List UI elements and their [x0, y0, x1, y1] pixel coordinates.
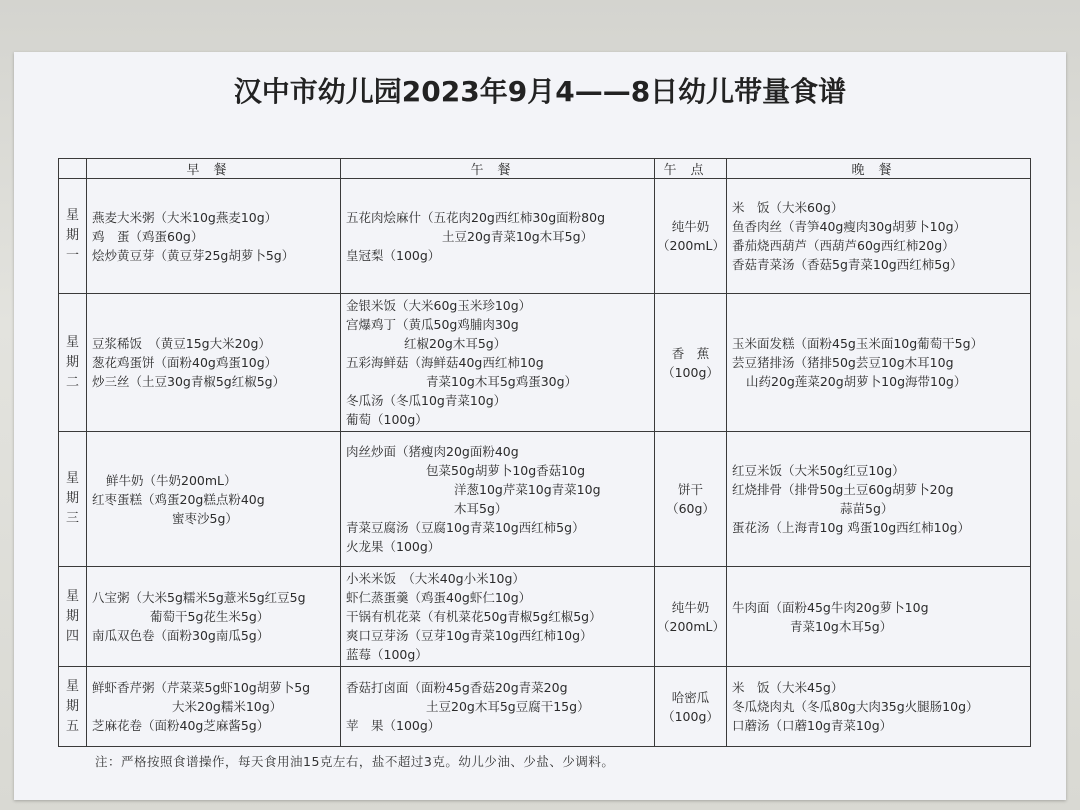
lunch-cell: 香菇打卤面（面粉45g香菇20g青菜20g 土豆20g木耳5g豆腐干15g） 苹 果（100g） — [341, 667, 655, 747]
dinner-cell: 米 饭（大米45g） 冬瓜烧肉丸（冬瓜80g大肉35g火腿肠10g） 口蘑汤（口蘑10g青菜10g） — [727, 667, 1031, 747]
dinner-cell: 牛肉面（面粉45g牛肉20g萝卜10g 青菜10g木耳5g） — [727, 567, 1031, 667]
day-row-thursday — [59, 567, 1031, 667]
footnote: 注：严格按照食谱操作，每天食用油15克左右，盐不超过3克。幼儿少油、少盐、少调料。 — [95, 754, 615, 769]
lunch-cell: 金银米饭（大米60g玉米珍10g） 宫爆鸡丁（黄瓜50g鸡脯肉30g 红椒20g木耳5g） 五彩海鲜菇（海鲜菇40g西红柿10g 青菜10g木耳5g鸡蛋30g） 冬瓜汤（冬瓜10g青菜10g） 葡萄（100g） — [341, 294, 655, 432]
header-snack: 午点 — [655, 159, 727, 179]
breakfast-cell: 鲜牛奶（牛奶200mL） 红枣蛋糕（鸡蛋20g糕点粉40g 蜜枣沙5g） — [87, 432, 341, 567]
snack-cell: 饼干 （60g） — [655, 432, 727, 567]
day-row-tuesday — [59, 294, 1031, 432]
day-label: 星 期 三 — [59, 432, 87, 567]
table-header-row — [59, 159, 1031, 179]
breakfast-cell: 豆浆稀饭 （黄豆15g大米20g） 葱花鸡蛋饼（面粉40g鸡蛋10g） 炒三丝（土豆30g青椒5g红椒5g） — [87, 294, 341, 432]
day-row-wednesday — [59, 432, 1031, 567]
day-label: 星 期 五 — [59, 667, 87, 747]
snack-cell: 纯牛奶 （200mL） — [655, 179, 727, 294]
meal-table — [58, 158, 1031, 747]
lunch-cell: 小米米饭 （大米40g小米10g） 虾仁蒸蛋羹（鸡蛋40g虾仁10g） 干锅有机花菜（有机菜花50g青椒5g红椒5g） 爽口豆芽汤（豆芽10g青菜10g西红柿10g） 蓝莓（100g） — [341, 567, 655, 667]
dinner-cell: 米 饭（大米60g） 鱼香肉丝（青笋40g瘦肉30g胡萝卜10g） 番茄烧西葫芦（西葫芦60g西红柿20g） 香菇青菜汤（香菇5g青菜10g西红柿5g） — [727, 179, 1031, 294]
dinner-cell: 红豆米饭（大米50g红豆10g） 红烧排骨（排骨50g土豆60g胡萝卜20g 蒜苗5g） 蛋花汤（上海青10g 鸡蛋10g西红柿10g） — [727, 432, 1031, 567]
dinner-cell: 玉米面发糕（面粉45g玉米面10g葡萄干5g） 芸豆猪排汤（猪排50g芸豆10g木耳10g 山药20g莲菜20g胡萝卜10g海带10g） — [727, 294, 1031, 432]
breakfast-cell: 燕麦大米粥（大米10g燕麦10g） 鸡 蛋（鸡蛋60g） 烩炒黄豆芽（黄豆芽25g胡萝卜5g） — [87, 179, 341, 294]
corner-cell — [59, 159, 87, 179]
breakfast-cell: 鲜虾香芹粥（芹菜菜5g虾10g胡萝卜5g 大米20g糯米10g） 芝麻花卷（面粉40g芝麻酱5g） — [87, 667, 341, 747]
snack-cell: 哈密瓜 （100g） — [655, 667, 727, 747]
lunch-cell: 肉丝炒面（猪瘦肉20g面粉40g 包菜50g胡萝卜10g香菇10g 洋葱10g芹菜10g青菜10g 木耳5g） 青菜豆腐汤（豆腐10g青菜10g西红柿5g） 火龙果（100g） — [341, 432, 655, 567]
day-label: 星 期 二 — [59, 294, 87, 432]
page-title: 汉中市幼儿园2023年9月4——8日幼儿带量食谱 — [233, 75, 847, 108]
snack-cell: 纯牛奶 （200mL） — [655, 567, 727, 667]
snack-cell: 香 蕉 （100g） — [655, 294, 727, 432]
day-row-friday — [59, 667, 1031, 747]
lunch-cell: 五花肉烩麻什（五花肉20g西红柿30g面粉80g 土豆20g青菜10g木耳5g） 皇冠梨（100g） — [341, 179, 655, 294]
header-breakfast: 早餐 — [87, 159, 341, 179]
breakfast-cell: 八宝粥（大米5g糯米5g薏米5g红豆5g 葡萄干5g花生米5g） 南瓜双色卷（面粉30g南瓜5g） — [87, 567, 341, 667]
day-label: 星 期 四 — [59, 567, 87, 667]
header-lunch: 午餐 — [341, 159, 655, 179]
day-row-monday — [59, 179, 1031, 294]
header-dinner: 晚餐 — [727, 159, 1031, 179]
day-label: 星 期 一 — [59, 179, 87, 294]
